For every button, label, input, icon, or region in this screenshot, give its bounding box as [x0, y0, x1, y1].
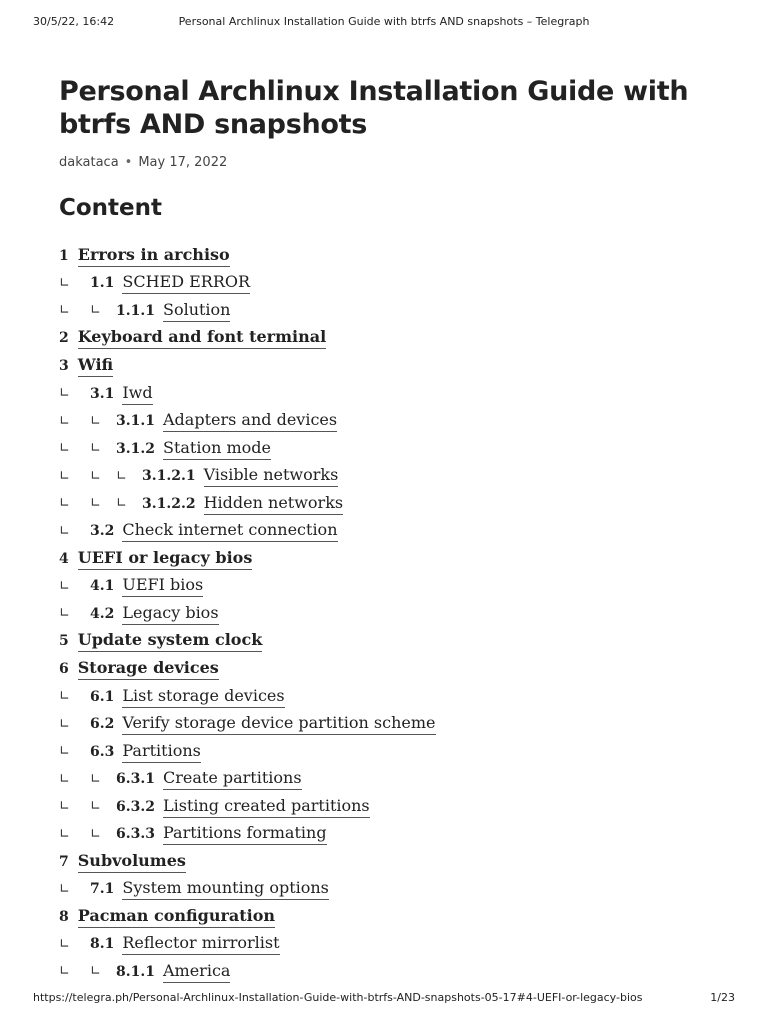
toc-item: [59, 352, 719, 380]
toc-item: [59, 380, 719, 408]
toc-item: [59, 325, 719, 353]
toc-branch-icon: ∟: [90, 303, 101, 319]
toc-item: [59, 683, 719, 711]
toc-branch-icon: ∟: [90, 826, 101, 842]
article-header: [59, 75, 719, 223]
toc-branch-icon: ∟: [59, 744, 70, 760]
toc-branch-icon: ∟: [59, 441, 70, 457]
toc-number: 8.1.1: [116, 963, 155, 980]
toc-item: [59, 820, 719, 848]
toc-item: [59, 958, 719, 986]
toc-number: 6.3.2: [116, 798, 155, 815]
meta-separator: •: [124, 155, 133, 170]
toc-branch-icon: ∟: [116, 496, 127, 512]
toc-item: [59, 710, 719, 738]
toc-item: [59, 876, 719, 904]
toc-item: [59, 765, 719, 793]
toc-number: 3.1.2.2: [142, 495, 196, 512]
toc-branch-icon: ∟: [59, 936, 70, 952]
toc-link[interactable]: Solution: [163, 300, 231, 322]
toc-item: [59, 270, 719, 298]
toc-branch-icon: ∟: [90, 441, 101, 457]
content-heading: Content: [59, 195, 163, 221]
toc-number: 7: [59, 853, 69, 870]
toc-number: 3: [59, 357, 69, 374]
toc-link[interactable]: System mounting options: [122, 878, 329, 900]
toc-item: [59, 462, 719, 490]
toc-number: 3.1.2: [116, 440, 155, 457]
toc-link[interactable]: Storage devices: [78, 658, 219, 680]
toc-link[interactable]: Hidden networks: [204, 493, 344, 515]
toc-number: 8.1: [90, 936, 115, 953]
toc-number: 6.1: [90, 688, 115, 705]
toc-branch-icon: ∟: [59, 771, 70, 787]
toc-link[interactable]: List storage devices: [122, 686, 284, 708]
toc-item: [59, 242, 719, 270]
toc-branch-icon: ∟: [90, 964, 101, 980]
toc-item: [59, 793, 719, 821]
toc-branch-icon: ∟: [59, 716, 70, 732]
toc-link[interactable]: Pacman configuration: [78, 906, 275, 928]
toc-link[interactable]: Keyboard and font terminal: [78, 327, 326, 349]
table-of-contents: [59, 242, 719, 986]
toc-branch-icon: ∟: [59, 826, 70, 842]
toc-branch-icon: ∟: [90, 413, 101, 429]
toc-branch-icon: ∟: [90, 496, 101, 512]
toc-link[interactable]: Update system clock: [78, 630, 263, 652]
toc-branch-icon: ∟: [59, 275, 70, 291]
toc-number: 6.3: [90, 743, 115, 760]
toc-link[interactable]: Legacy bios: [122, 603, 218, 625]
toc-item: [59, 655, 719, 683]
toc-item: [59, 848, 719, 876]
toc-branch-icon: ∟: [59, 606, 70, 622]
toc-item: [59, 517, 719, 545]
toc-item: [59, 600, 719, 628]
toc-number: 6.3.3: [116, 826, 155, 843]
toc-link[interactable]: Station mode: [163, 438, 271, 460]
toc-branch-icon: ∟: [59, 799, 70, 815]
toc-item: [59, 573, 719, 601]
toc-number: 1: [59, 247, 69, 264]
toc-link[interactable]: UEFI or legacy bios: [78, 548, 253, 570]
toc-number: 4: [59, 550, 69, 567]
toc-item: [59, 738, 719, 766]
print-footer: [33, 991, 735, 1007]
toc-link[interactable]: Partitions formating: [163, 823, 327, 845]
toc-link[interactable]: Listing created partitions: [163, 796, 370, 818]
toc-link[interactable]: UEFI bios: [122, 575, 203, 597]
author-link[interactable]: dakataca: [59, 155, 119, 170]
toc-link[interactable]: Reflector mirrorlist: [122, 933, 279, 955]
toc-branch-icon: ∟: [59, 578, 70, 594]
toc-item: [59, 407, 719, 435]
toc-branch-icon: ∟: [90, 799, 101, 815]
toc-number: 1.1: [90, 275, 115, 292]
toc-link[interactable]: Visible networks: [204, 465, 339, 487]
toc-item: [59, 628, 719, 656]
toc-link[interactable]: Wifi: [78, 355, 113, 377]
toc-item: [59, 931, 719, 959]
toc-number: 6: [59, 660, 69, 677]
toc-link[interactable]: Adapters and devices: [163, 410, 337, 432]
toc-branch-icon: ∟: [59, 386, 70, 401]
toc-link[interactable]: America: [163, 961, 230, 983]
toc-number: 3.2: [90, 523, 115, 540]
toc-branch-icon: ∟: [90, 771, 101, 787]
toc-number: 1.1.1: [116, 302, 155, 319]
article-meta: [59, 155, 719, 175]
toc-item: [59, 297, 719, 325]
toc-number: 3.1.2.1: [142, 468, 196, 485]
toc-number: 3.1: [90, 385, 115, 402]
toc-branch-icon: ∟: [59, 413, 70, 429]
toc-link[interactable]: Verify storage device partition scheme: [122, 713, 435, 735]
print-header: [33, 15, 735, 31]
toc-item: [59, 545, 719, 573]
toc-branch-icon: ∟: [116, 468, 127, 484]
toc-number: 4.1: [90, 578, 115, 595]
toc-number: 3.1.1: [116, 413, 155, 430]
print-date: 30/5/22, 16:42: [33, 15, 115, 28]
toc-link[interactable]: Partitions: [122, 741, 200, 763]
print-document-title: Personal Archlinux Installation Guide with btrfs AND snapshots – Telegraph: [178, 15, 590, 28]
toc-item: [59, 903, 719, 931]
toc-item: [59, 490, 719, 518]
toc-branch-icon: ∟: [59, 689, 70, 705]
toc-link[interactable]: Create partitions: [163, 768, 302, 790]
toc-number: 6.3.1: [116, 771, 155, 788]
toc-branch-icon: ∟: [59, 303, 70, 319]
article-title: Personal Archlinux Installation Guide with btrfs AND snapshots: [59, 76, 689, 140]
toc-number: 2: [59, 330, 69, 347]
toc-link[interactable]: Check internet connection: [122, 520, 337, 542]
toc-number: 8: [59, 908, 69, 925]
toc-branch-icon: ∟: [59, 964, 70, 980]
toc-item: [59, 435, 719, 463]
toc-branch-icon: ∟: [59, 468, 70, 484]
publish-date: May 17, 2022: [138, 155, 228, 170]
toc-link[interactable]: Subvolumes: [78, 851, 186, 873]
toc-number: 6.2: [90, 716, 115, 733]
toc-number: 7.1: [90, 881, 115, 898]
toc-number: 5: [59, 633, 69, 650]
toc-link[interactable]: Errors in archiso: [78, 245, 230, 267]
toc-branch-icon: ∟: [90, 468, 101, 484]
toc-branch-icon: ∟: [59, 523, 70, 539]
page-number: 1/23: [710, 991, 735, 1004]
toc-branch-icon: ∟: [59, 496, 70, 512]
toc-branch-icon: ∟: [59, 881, 70, 897]
toc-number: 4.2: [90, 605, 115, 622]
print-url: https://telegra.ph/Personal-Archlinux-Installation-Guide-with-btrfs-AND-snapshots-05-17#4-UEFI-or-legacy-bios: [33, 991, 643, 1004]
toc-link[interactable]: SCHED ERROR: [122, 272, 250, 294]
toc-link[interactable]: Iwd: [122, 383, 152, 405]
